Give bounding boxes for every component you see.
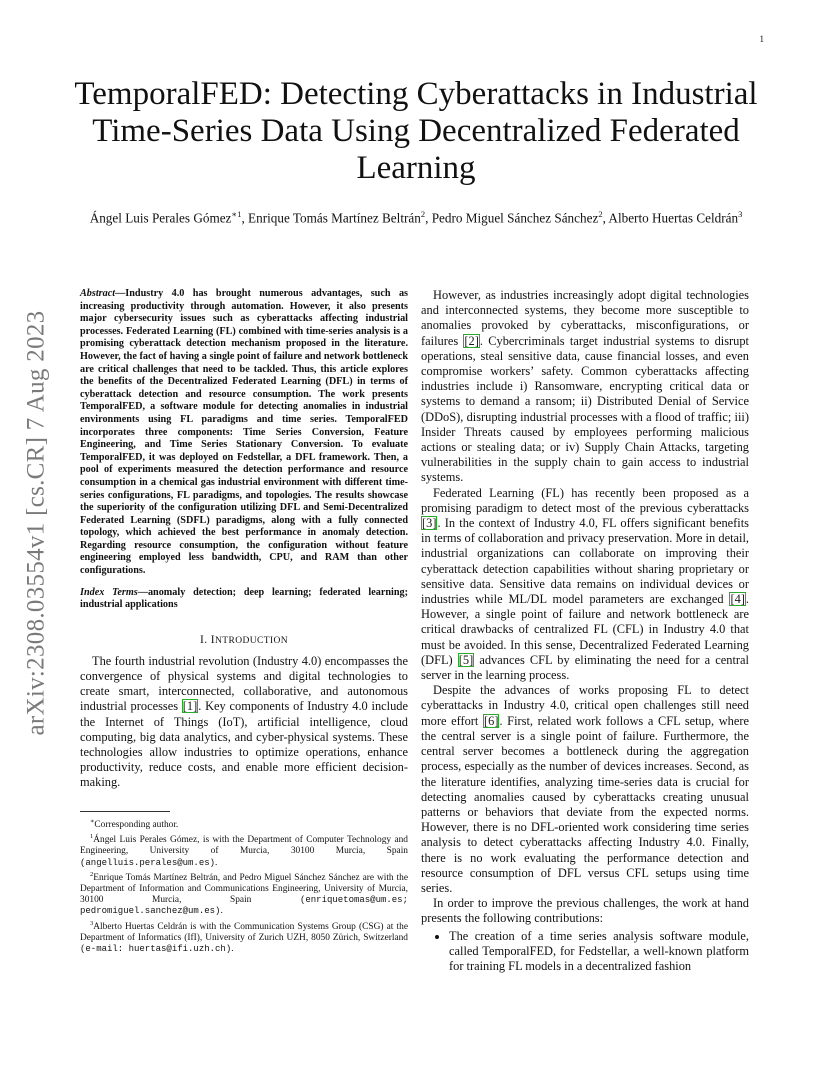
author-email: (enriquetomas@um.es; pedromiguel.sanchez@um.es): [80, 895, 408, 917]
footnote-text: Ángel Luis Perales Gómez, is with the Department of Computer Technology and Engineering, University of Murcia, 30100 Murcia, Spain: [80, 835, 408, 857]
paragraph-text: Despite the advances of works proposing FL to detect cyberattacks in Industry 4.0, critical open challenges still need more effort: [421, 683, 749, 728]
footnote-text: Corresponding author.: [94, 819, 179, 830]
citation-link[interactable]: [2]: [464, 333, 479, 348]
contribution-list: [421, 929, 749, 975]
footnote-text: .: [220, 906, 223, 917]
footnote-text: Alberto Huertas Celdrán is with the Communication Systems Group (CSG) at the Department of Informatics (IfI), University of Zurich UZH, 8050 Zürich, Switzerland: [80, 921, 408, 943]
footnote-affiliation-2: [80, 869, 408, 918]
footnote-corresponding: [80, 816, 408, 831]
intro-paragraph: [80, 654, 408, 791]
author-affiliation-mark: ∗1: [231, 209, 242, 219]
author-list: [66, 206, 766, 226]
index-terms-label: Index Terms: [80, 586, 138, 598]
body-paragraph: [421, 486, 749, 684]
author-affiliation-mark: 2: [598, 209, 603, 219]
paragraph-text: However, as industries increasingly adopt digital technologies and interconnected systems, they become more susceptible to anomalies provoked by cyberattacks, misconfigurations, or failures: [421, 288, 749, 348]
author-email: (e-mail: huertas@ifi.uzh.ch): [80, 944, 232, 955]
paragraph-text: . In the context of Industry 4.0, FL offers significant benefits in terms of collaboration and privacy preservation. More in detail, industrial organizations can collaborate on improving their cyberattack detection capabilities without sharing proprietary or sensitive data. Sensitive data remains on individual devices or industries while ML/DL model parameters are exchanged: [421, 516, 749, 607]
footnote-text: .: [231, 944, 234, 955]
citation-link[interactable]: [1]: [182, 699, 198, 714]
author-name: , Alberto Huertas Celdrán: [602, 210, 739, 226]
citation-link[interactable]: [5]: [458, 652, 474, 667]
abstract-text: —Industry 4.0 has brought numerous advantages, such as increasing productivity through automation. However, it also presents major cybersecurity issues such as cyberattacks affecting industrial processes. Federated Learning (FL) combined with time-series analysis is a promising cyberattack detection mechanism proposed in the literature. However, the fact of having a single point of failure and network bottleneck are critical challenges that need to be tackled. Thus, this article explores the benefits of the Decentralized Federated Learning (DFL) in terms of cyberattack detection and resource consumption. The work presents TemporalFED, a software module for detecting anomalies in industrial environments using FL paradigms and time series. TemporalFED incorporates three components: Time Series Conversion, Feature Engineering, and Time Series Stationary Conversion. To evaluate TemporalFED, it was deployed on Fedstellar, a DFL framework. Then, a pool of experiments measured the detection performance and resource consumption in a chemical gas industrial environment with different time-series configurations, FL paradigms, and topologies. The results showcase the superiority of the configuration utilizing DFL and Semi-Decentralized Federated Learning (SDFL) paradigms, along with a fully connected topology, which achieved the best performance in anomaly detection. Regarding resource consumption, the configuration without feature engineering employed less bandwidth, CPU, and RAM than other configurations.: [80, 288, 408, 577]
author-name: , Enrique Tomás Martínez Beltrán: [241, 210, 421, 226]
footnote-text: .: [215, 857, 218, 868]
index-terms: [80, 587, 408, 612]
author-email: (angelluis.perales@um.es): [80, 857, 216, 868]
footnote-affiliation-3: [80, 918, 408, 956]
paragraph-text: . Cybercriminals target industrial systems to disrupt operations, steal sensitive data, cause financial losses, and even compromise workers’ safety. Common cyberattacks affecting industries include i) Ransomware, encrypting critical data or systems to demand a ransom; ii) Distributed Denial of Service (DDoS), disrupting industrial processes with a flood of traffic; iii) Insider Threats caused by employees performing malicious actions or stealing data; or iv) Supply Chain Attacks, targeting vulnerabilities in the supply chain to gain access to industrial systems.: [421, 333, 749, 485]
paragraph-text: advances CFL by eliminating the need for a central server in the learning process.: [421, 652, 749, 683]
section-number: I. I: [199, 633, 215, 646]
footnote-mark: 1: [90, 833, 94, 840]
footnote-affiliation-1: [80, 831, 408, 869]
author-affiliation-mark: 3: [738, 209, 743, 219]
abstract: [80, 288, 408, 578]
author-name: , Pedro Miguel Sánchez Sánchez: [425, 210, 599, 226]
author-name: Ángel Luis Perales Gómez: [89, 210, 232, 226]
list-item: • The creation of a time series analysis software module, called TemporalFED, for Fedstellar, a well-known platform for training FL models in a decentralized fashion: [449, 929, 749, 975]
citation-link[interactable]: [6]: [484, 713, 499, 728]
page-number: 1: [759, 34, 764, 44]
paragraph-text: Federated Learning (FL) has recently been proposed as a promising paradigm to detect most of the previous cyberattacks: [421, 485, 749, 515]
abstract-label: Abstract: [80, 288, 116, 299]
footnote-mark: 3: [90, 919, 94, 927]
section-heading-introduction: [80, 634, 408, 646]
body-paragraph: In order to improve the previous challenges, the work at hand presents the following contributions:: [421, 896, 749, 926]
footnote-text: Enrique Tomás Martínez Beltrán, and Pedro Miguel Sánchez Sánchez are with the Department of Information and Communications Engineering, University of Murcia, 30100 Murcia, Spain: [80, 872, 408, 906]
body-paragraph: [421, 683, 749, 896]
footnote-rule: [80, 811, 170, 812]
paragraph-text: . However, a single point of failure and network bottleneck are critical drawbacks of centralized FL (CFL) in Industry 4.0 that must be avoided. In this sense, Decentralized Federated Learning (DFL): [421, 592, 749, 667]
left-column: [80, 288, 408, 955]
arxiv-identifier: arXiv:2308.03554v1 [cs.CR] 7 Aug 2023: [22, 310, 49, 736]
paper-title: TemporalFED: Detecting Cyberattacks in Industrial Time-Series Data Using Decentralized Federated Learning: [74, 76, 758, 186]
author-affiliation-mark: 2: [420, 209, 426, 219]
citation-link[interactable]: [4]: [730, 592, 745, 607]
arxiv-stamp: [20, 288, 52, 758]
right-column: [421, 288, 749, 974]
index-terms-text: —anomaly detection; deep learning; federated learning; industrial applications: [80, 586, 408, 611]
body-paragraph: [421, 288, 749, 486]
footnote-mark: 2: [90, 870, 94, 878]
paragraph-text: . Key components of Industry 4.0 include the Internet of Things (IoT), artificial intelligence, cloud computing, big data analytics, and cyber-physical systems. These technologies allow industries to optimize operations, enhance productivity, reduce costs, and enable more efficient decision-making.: [80, 699, 408, 790]
paragraph-text: The fourth industrial revolution (Industry 4.0) encompasses the convergence of physical systems and digital technologies to create smart, interconnected, collaborative, and autonomous industrial processes: [80, 653, 408, 714]
citation-link[interactable]: [3]: [422, 516, 437, 531]
footnote-mark: ∗: [90, 817, 95, 825]
section-title: NTRODUCTION: [215, 635, 289, 646]
paragraph-text: . First, related work follows a CFL setup, where the central server is a single point of failure. Furthermore, the central server becomes a bottleneck during the aggregation process, especially as the number of devices increases. Second, as the literature identifies, analyzing time-series data is crucial for detecting anomalies caused by cyberattacks creating unusual patterns or behaviors that deviate from the expected norms. However, there is no DFL-oriented work considering time series analysis to detect cyberattacks affecting Industry 4.0. Finally, there is no work evaluating the performance detection and resource consumption of DFL versus CFL setups using time series.: [421, 713, 749, 895]
